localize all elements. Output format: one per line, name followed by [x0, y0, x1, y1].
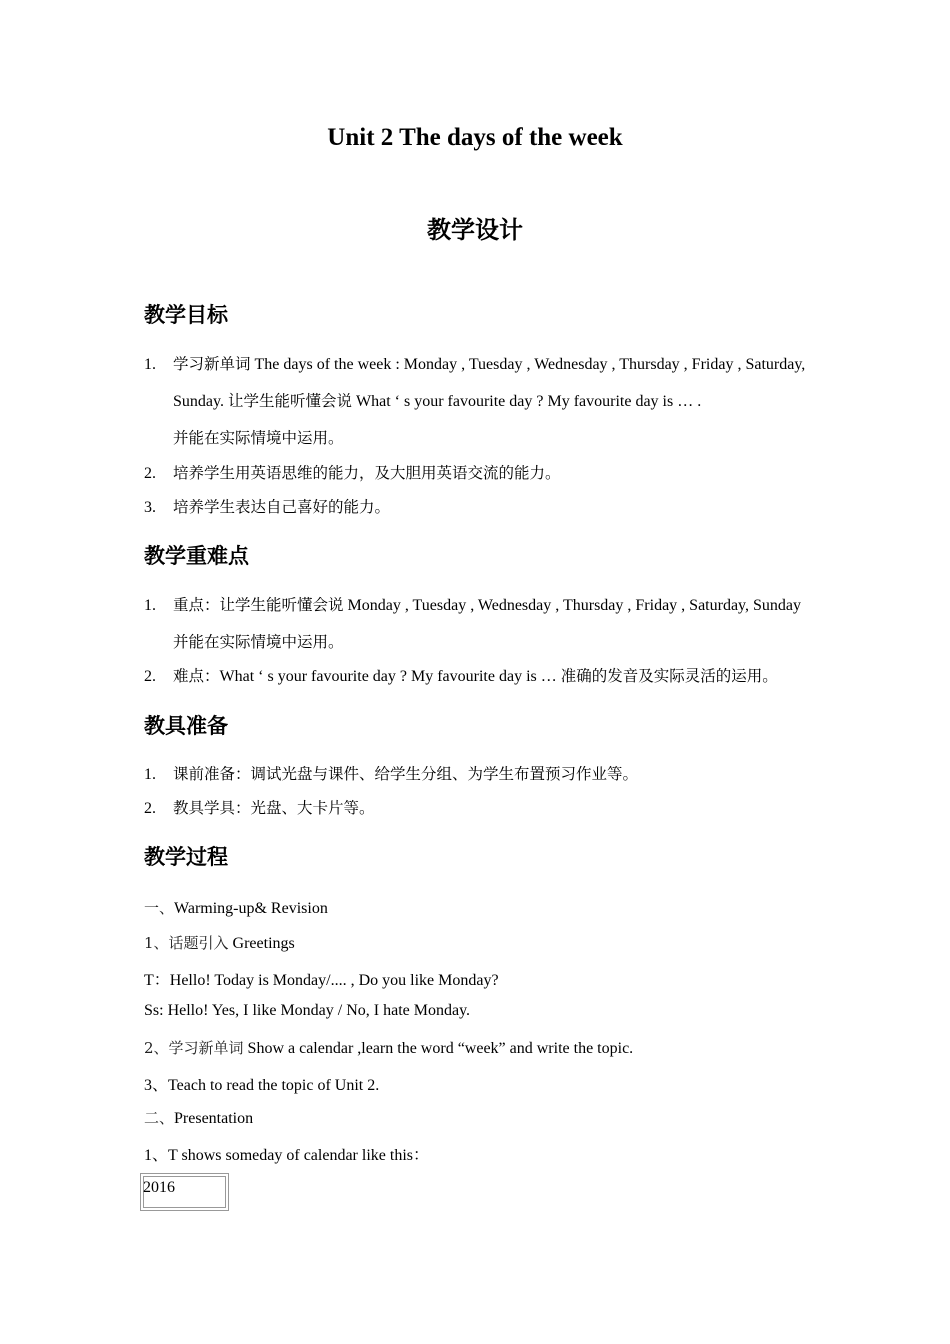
objective-item-3: [144, 489, 824, 526]
key-point-text-a: 重点：让学生能听懂会说: [173, 596, 344, 614]
calendar-table: [140, 1173, 229, 1211]
objective-text-b: The days of the week : Monday , Tuesday , Wednesday , Thursday , Friday , Saturday, Sunday.: [173, 356, 806, 410]
objective-item-2: [144, 455, 824, 492]
process-line-prefix: 二、: [144, 1109, 175, 1127]
objective-text-e: 并能在实际情境中运用。: [173, 429, 344, 447]
key-point-item-2: [144, 658, 844, 695]
list-number: 2.: [144, 465, 156, 482]
section-heading-materials: 教具准备: [144, 714, 228, 738]
material-text: 教具学具：光盘、大卡片等。: [173, 799, 375, 817]
list-number: 1.: [144, 766, 156, 783]
process-line-greetings: [144, 932, 295, 953]
section-heading-objectives: 教学目标: [144, 303, 228, 327]
process-line-prefix: 一、: [144, 899, 175, 917]
key-point-text-a: 难点：: [173, 667, 220, 685]
process-line-prefix: 2、学习新单词: [144, 1039, 244, 1057]
key-point-text-c: 准确的发音及实际灵活的运用。: [560, 667, 778, 685]
process-line-prefix: 1、话题引入: [144, 934, 229, 952]
objective-text-a: 学习新单词: [173, 355, 251, 373]
document-title: Unit 2 The days of the week: [327, 124, 623, 151]
objective-text: 培养学生用英语思维的能力，及大胆用英语交流的能力。: [173, 464, 561, 482]
objective-text: 培养学生表达自己喜好的能力。: [173, 498, 391, 516]
process-line-calendar: 1、T shows someday of calendar like this：: [144, 1147, 429, 1164]
process-line-presentation: [144, 1107, 253, 1128]
section-heading-key-points: 教学重难点: [144, 544, 249, 568]
material-item-1: [144, 756, 824, 793]
section-heading-process: 教学过程: [144, 845, 228, 869]
document-subtitle: 教学设计: [427, 216, 523, 244]
process-line-topic: 3、Teach to read the topic of Unit 2.: [144, 1077, 380, 1094]
process-line-text: Warming-up& Revision: [174, 900, 328, 917]
objective-text-c: 让学生能听懂会说: [227, 392, 352, 410]
key-point-text-b: Monday , Tuesday , Wednesday , Thursday , Friday , Saturday, Sunday: [343, 597, 802, 614]
list-number: 2.: [144, 800, 156, 817]
calendar-year: 2016: [143, 1179, 175, 1196]
list-number: 1.: [144, 597, 156, 614]
material-text: 课前准备：调试光盘与课件、给学生分组、为学生布置预习作业等。: [173, 765, 639, 783]
process-line-text: Show a calendar ,learn the word “week” and write the topic.: [243, 1040, 634, 1057]
process-line-teacher: T：Hello! Today is Monday/.... , Do you like Monday?: [144, 972, 499, 989]
objective-text-d: What ‘ s your favourite day ? My favourite day is … .: [351, 393, 702, 410]
process-line-new-words: [144, 1037, 633, 1058]
key-point-text-b: What ‘ s your favourite day ? My favourite day is …: [219, 668, 561, 685]
objective-item-1: [144, 346, 824, 457]
key-point-item-1: [144, 587, 804, 661]
list-number: 1.: [144, 356, 156, 373]
list-number: 3.: [144, 499, 156, 516]
process-line-warmup: [144, 897, 328, 918]
process-line-text: Greetings: [228, 935, 295, 952]
material-item-2: [144, 790, 824, 827]
process-line-text: Presentation: [174, 1110, 254, 1127]
list-number: 2.: [144, 668, 156, 685]
key-point-text-c: 并能在实际情境中运用。: [173, 633, 344, 651]
process-line-students: Ss: Hello! Yes, I like Monday / No, I hate Monday.: [144, 1002, 471, 1019]
